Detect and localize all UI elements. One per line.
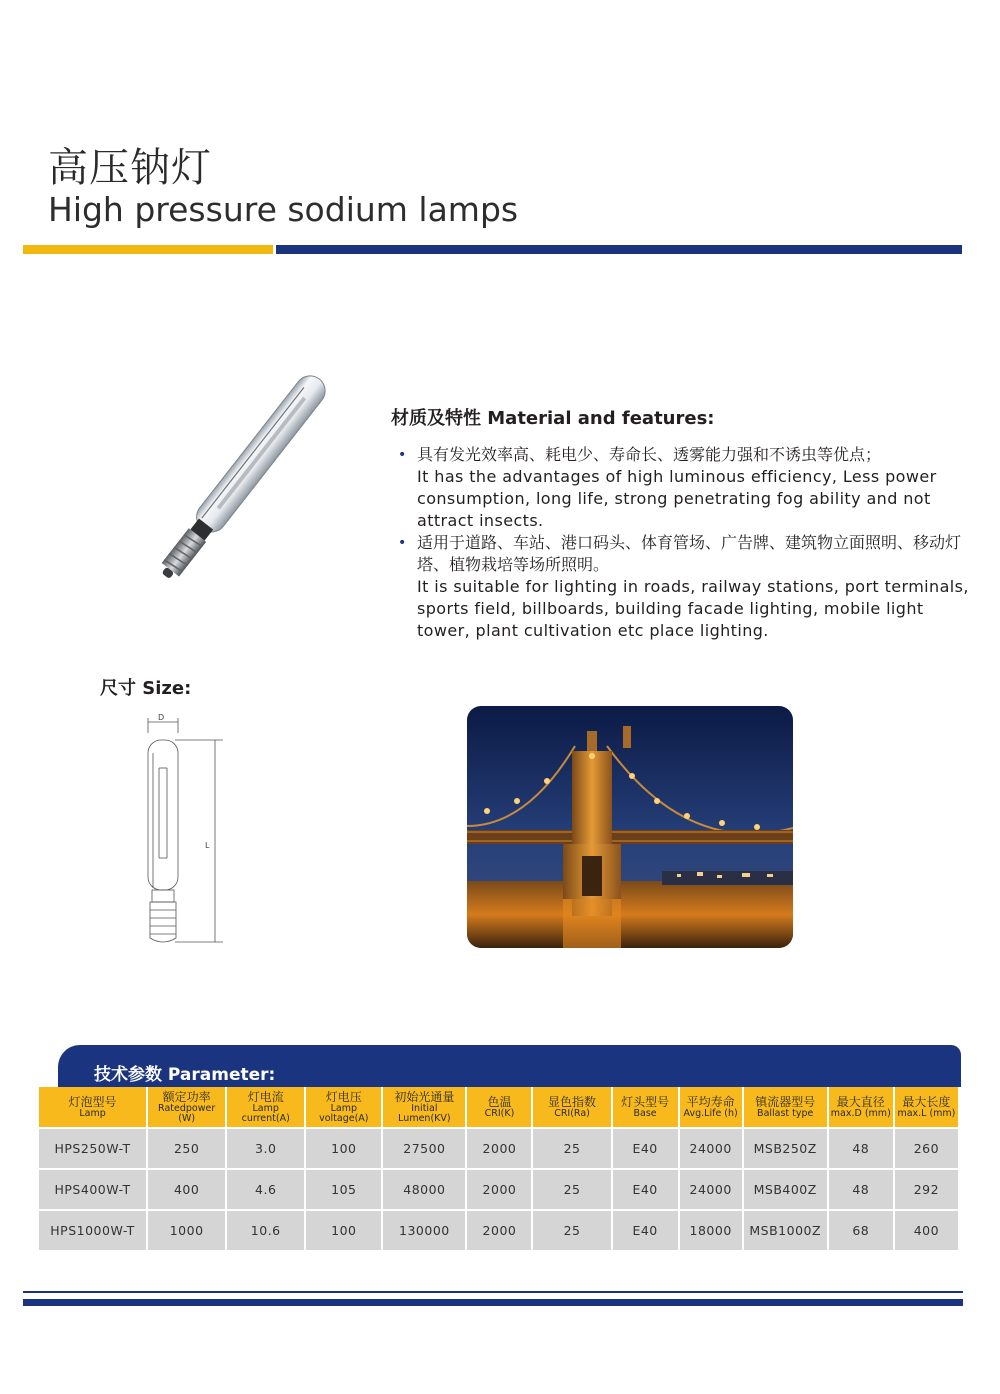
feature-text-cn: 具有发光效率高、耗电少、寿命长、透雾能力强和不诱虫等优点； [417, 445, 882, 464]
table-header-cell: 灯电压 Lamp voltage(A) [306, 1087, 381, 1127]
table-cell: 4.6 [227, 1168, 304, 1209]
table-header-cell: 平均寿命 Avg.Life (h) [680, 1087, 742, 1127]
table-cell: 68 [829, 1209, 893, 1250]
table-cell: 260 [895, 1127, 958, 1168]
table-header-cell: 色温 CRI(K) [467, 1087, 531, 1127]
table-cell: 24000 [680, 1127, 742, 1168]
table-header-cell: 灯电流 Lamp current(A) [227, 1087, 304, 1127]
bullet-icon: • [398, 535, 407, 551]
table-cell: 10.6 [227, 1209, 304, 1250]
table-cell: 25 [533, 1168, 610, 1209]
feature-text-cn: 适用于道路、车站、港口码头、体育管场、广告牌、建筑物立面照明、移动灯塔、植物栽培等场所照明。 [417, 533, 962, 574]
header-rule-yellow [23, 245, 273, 254]
table-header-cell: 显色指数 CRI(Ra) [533, 1087, 610, 1127]
table-cell: MSB1000Z [744, 1209, 827, 1250]
table-cell: 100 [306, 1127, 381, 1168]
table-header-cell: 灯泡型号 Lamp [39, 1087, 146, 1127]
table-cell: HPS400W-T [39, 1168, 146, 1209]
table-cell: 48 [829, 1127, 893, 1168]
lamp-product-image [110, 352, 350, 622]
table-row [39, 1209, 958, 1250]
bullet-icon: • [398, 447, 407, 463]
table-header-cell: 镇流器型号 Ballast type [744, 1087, 827, 1127]
table-cell: 25 [533, 1209, 610, 1250]
table-cell: 400 [148, 1168, 225, 1209]
feature-text-en: It has the advantages of high luminous efficiency, Less power consumption, long life, strong penetrating fog ability and not attract insects. [417, 467, 937, 530]
page-title-en: High pressure sodium lamps [48, 190, 519, 229]
footer-rule-thin [23, 1291, 963, 1293]
feature-text-en: It is suitable for lighting in roads, railway stations, port terminals, sports field, billboards, building facade lighting, mobile light tower, plant cultivation etc place lighting. [417, 577, 969, 640]
table-row [39, 1168, 958, 1209]
table-cell: E40 [613, 1209, 678, 1250]
table-cell: 2000 [467, 1127, 531, 1168]
header-rule-blue [276, 245, 962, 254]
table-cell: 105 [306, 1168, 381, 1209]
dimension-label-d: D [158, 713, 165, 722]
table-cell: 100 [306, 1209, 381, 1250]
size-heading: 尺寸 Size: [100, 678, 192, 699]
footer-rule-thick [23, 1299, 963, 1306]
table-cell: 1000 [148, 1209, 225, 1250]
table-cell: MSB400Z [744, 1168, 827, 1209]
table-header-cell: 最大直径 max.D (mm) [829, 1087, 893, 1127]
feature-item [398, 532, 978, 642]
table-header-row [39, 1087, 958, 1127]
table-header-cell: 灯头型号 Base [613, 1087, 678, 1127]
table-cell: 250 [148, 1127, 225, 1168]
dimension-drawing [135, 708, 235, 953]
table-cell: 18000 [680, 1209, 742, 1250]
bridge-night-photo [467, 706, 793, 948]
table-row [39, 1127, 958, 1168]
table-cell: 48000 [383, 1168, 465, 1209]
table-cell: 130000 [383, 1209, 465, 1250]
parameter-table [37, 1087, 960, 1250]
table-cell: 25 [533, 1127, 610, 1168]
feature-item [398, 444, 978, 532]
table-cell: HPS250W-T [39, 1127, 146, 1168]
table-header-cell: 初始光通量 Initial Lumen(KV) [383, 1087, 465, 1127]
table-cell: 48 [829, 1168, 893, 1209]
features-heading: 材质及特性 Material and features: [391, 408, 715, 429]
table-cell: 400 [895, 1209, 958, 1250]
features-list [398, 444, 978, 642]
dimension-label-l: L [205, 841, 210, 850]
table-cell: 27500 [383, 1127, 465, 1168]
table-cell: MSB250Z [744, 1127, 827, 1168]
table-cell: E40 [613, 1168, 678, 1209]
table-cell: HPS1000W-T [39, 1209, 146, 1250]
table-cell: 292 [895, 1168, 958, 1209]
parameter-heading: 技术参数 Parameter: [94, 1065, 276, 1085]
table-cell: 2000 [467, 1209, 531, 1250]
table-header-cell: 最大长度 max.L (mm) [895, 1087, 958, 1127]
table-cell: E40 [613, 1127, 678, 1168]
table-cell: 2000 [467, 1168, 531, 1209]
page-title-cn: 高压钠灯 [48, 145, 212, 191]
table-cell: 3.0 [227, 1127, 304, 1168]
table-header-cell: 额定功率 Ratedpower (W) [148, 1087, 225, 1127]
table-cell: 24000 [680, 1168, 742, 1209]
